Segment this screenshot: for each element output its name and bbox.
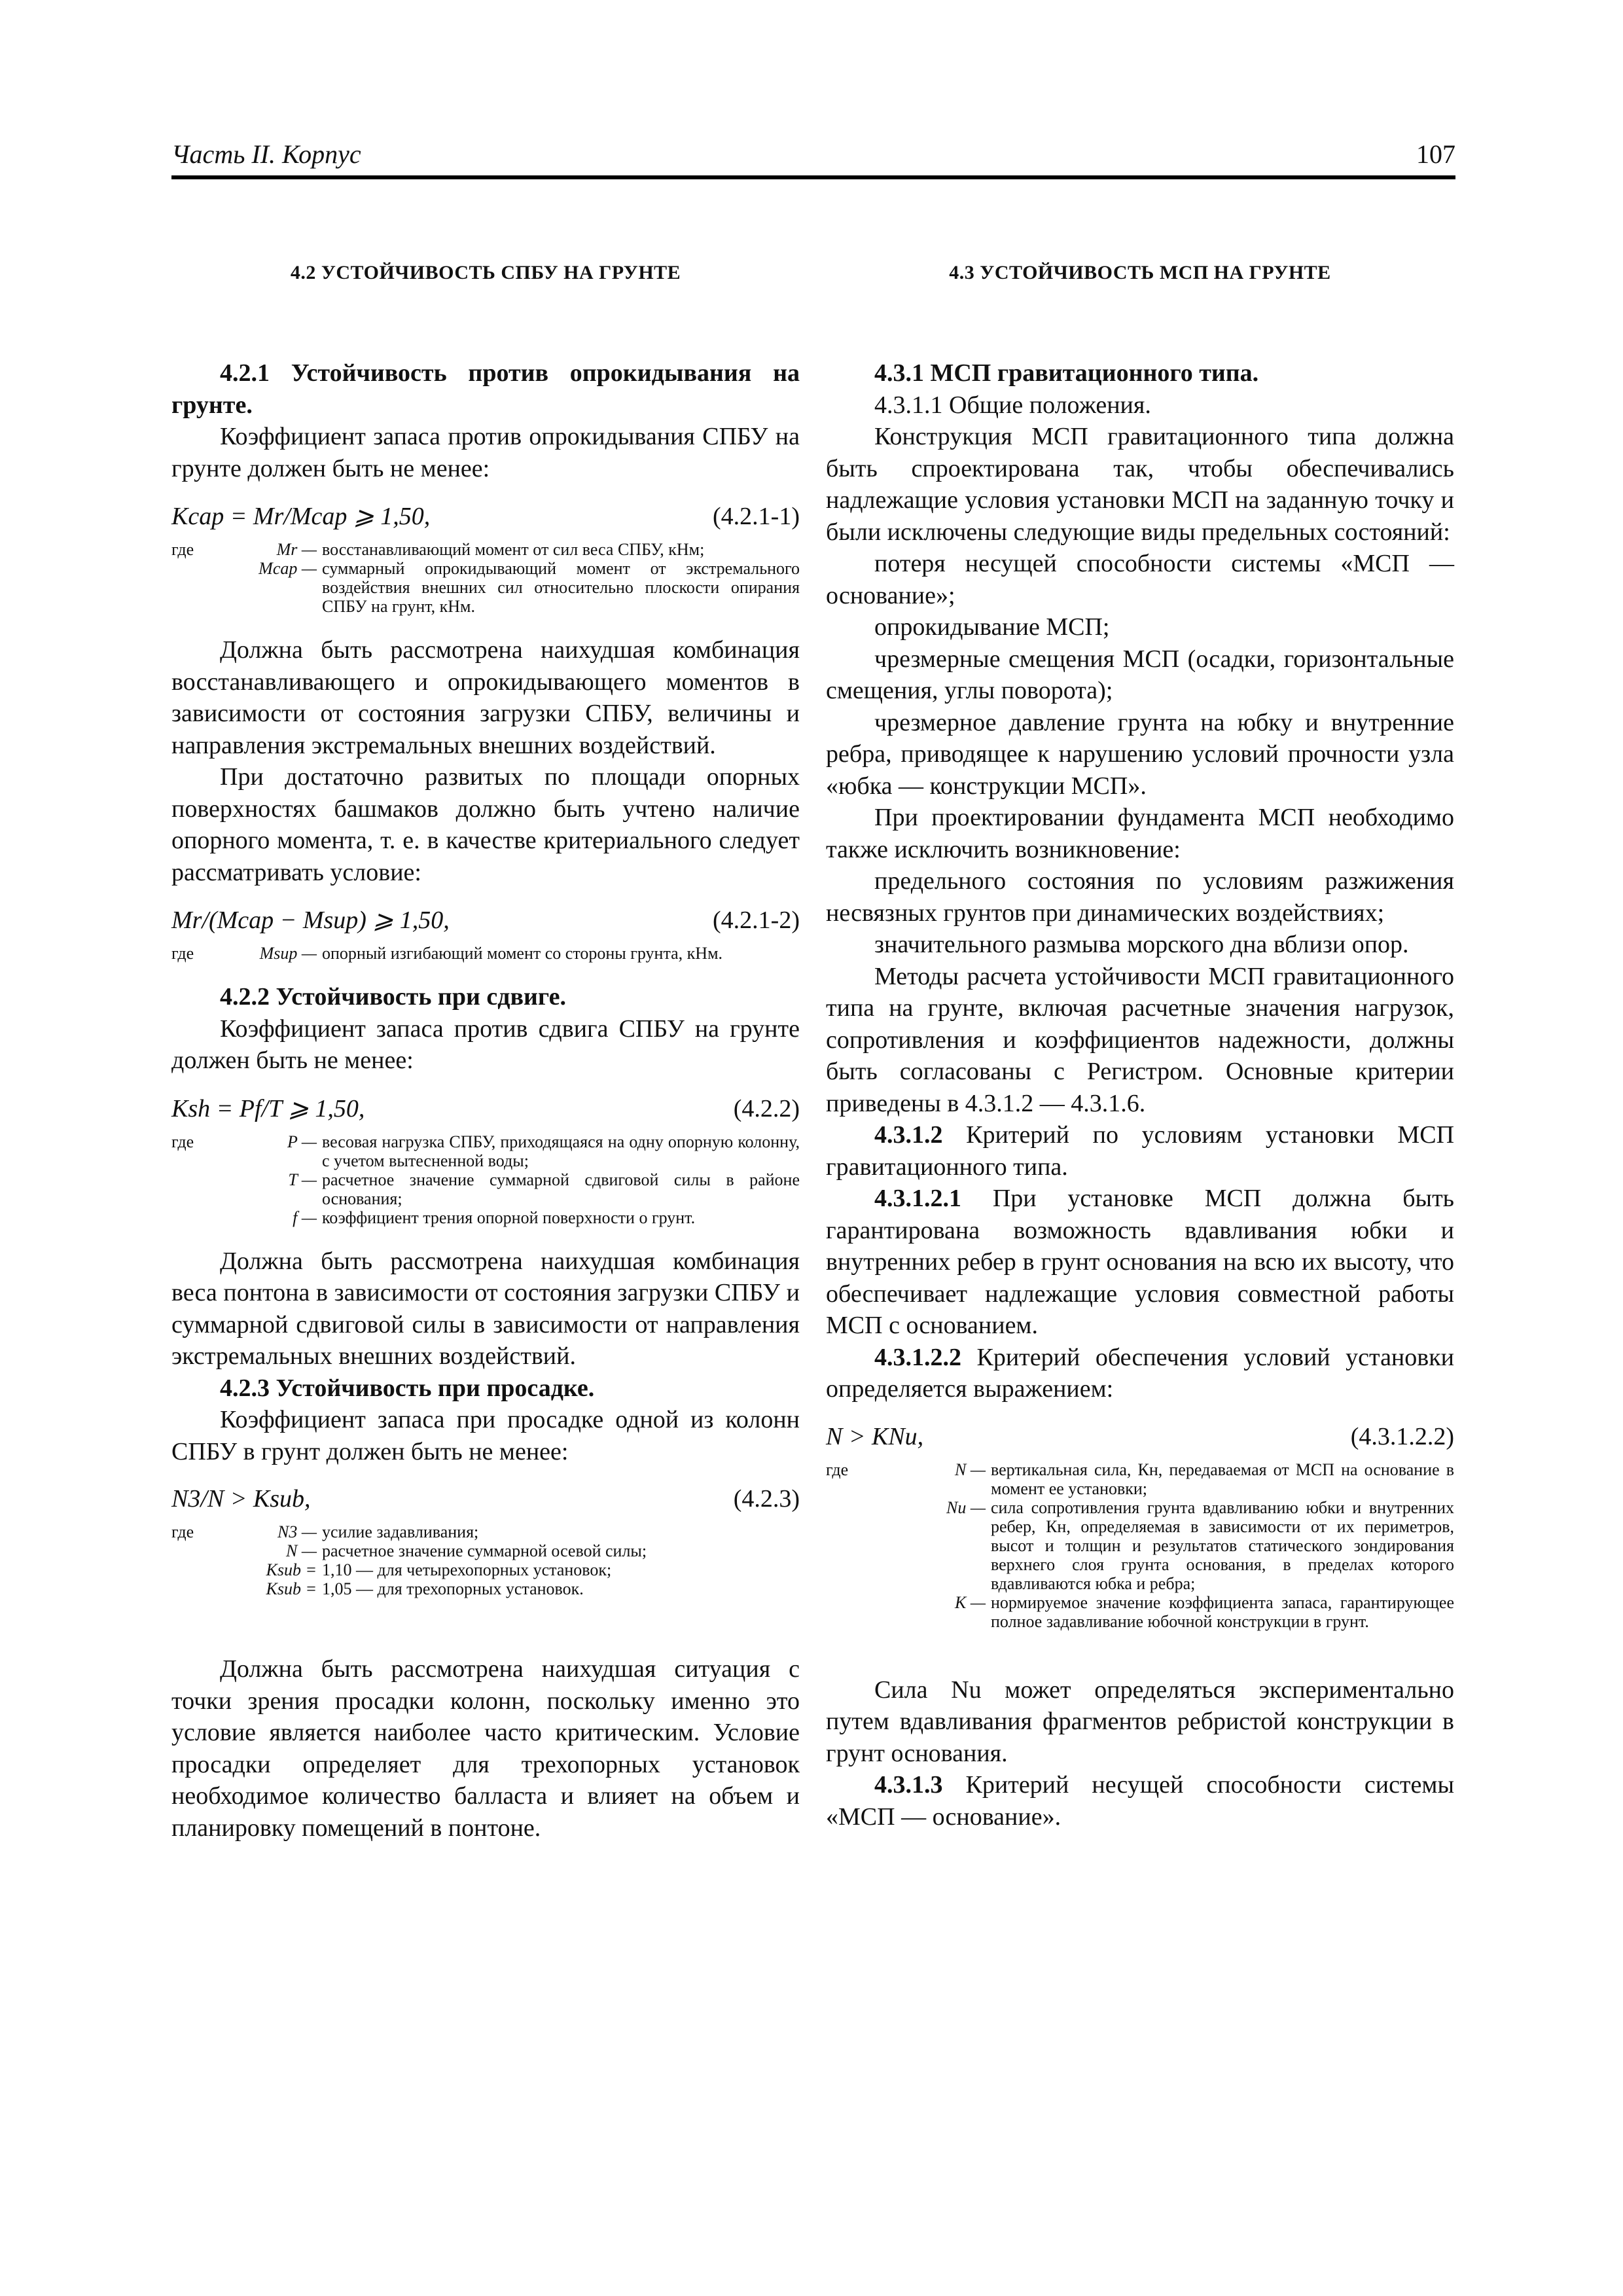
where-label — [171, 1579, 247, 1598]
variable-definitions — [171, 540, 800, 616]
paragraph-4-3-1-3 — [826, 1769, 1454, 1833]
variable-symbol: T — — [288, 1170, 317, 1189]
paragraph: Конструкция МСП гравитационного типа должна быть спроектирована так, чтобы обеспечивались надлежащие условия установки МСП на заданную точку и были исключены следующие виды предельных состояний: — [826, 423, 1454, 546]
formula-number: (4.3.1.2.2) — [1350, 1422, 1454, 1450]
variable-definitions — [171, 1132, 800, 1227]
where-label — [826, 1593, 902, 1631]
variable-symbol: K — — [955, 1592, 986, 1612]
where-label: где — [171, 944, 194, 963]
variable-description: 1,10 — для четырехопорных установок; — [322, 1560, 612, 1579]
variable-description: расчетное значение суммарной осевой силы; — [322, 1541, 647, 1560]
running-header-title: Часть II. Корпус — [171, 139, 361, 169]
variable-definitions — [171, 1522, 800, 1598]
heading-4-2-2: 4.2.2 Устойчивость при сдвиге. — [220, 983, 566, 1011]
paragraph-4-3-1-2 — [826, 1119, 1454, 1183]
paragraph: Должна быть рассмотрена наихудшая ситуация с точки зрения просадки колонн, поскольку именно это условие является наиболее часто критическим. Условие просадки определяет для трехопорных установок необходимое количество балласта и влияет на объем и планировку помещений в понтоне. — [171, 1655, 800, 1842]
variable-symbol: f — — [293, 1208, 317, 1227]
heading-4-2-3: 4.2.3 Устойчивость при просадке. — [220, 1374, 595, 1402]
variable-description: вертикальная сила, Кн, передаваемая от МСП на основание в момент ее установки; — [991, 1460, 1454, 1498]
paragraph: При достаточно развитых по площади опорных поверхностях башмаков должно быть учтено наличие опорного момента, т. е. в качестве критериального следует рассматривать условие: — [171, 763, 800, 886]
where-label — [826, 1498, 902, 1593]
variable-symbol: Ksub = — [266, 1560, 317, 1579]
list-item: предельного состояния по условиям разжижения несвязных грунтов при динамических воздействиях; — [826, 867, 1454, 927]
clause-text: Критерий по условиям установки МСП гравитационного типа. — [826, 1121, 1455, 1181]
variable-symbol: P — — [287, 1132, 317, 1151]
variable-symbol: Msup — — [259, 944, 317, 963]
list-item: потеря несущей способности системы «МСП — основание»; — [826, 550, 1454, 609]
formula-4-2-1-2 — [171, 905, 800, 935]
variable-description: нормируемое значение коэффициента запаса, гарантирующее полное задавливание юбочной конструкции в грунт. — [991, 1592, 1454, 1631]
list-item: опрокидывание МСП; — [874, 613, 1110, 641]
clause-number: 4.3.1.2 — [874, 1121, 943, 1149]
variable-definitions — [171, 944, 800, 963]
variable-description: расчетное значение суммарной сдвиговой силы в районе основания; — [322, 1170, 800, 1208]
formula-expression: Ksh = Pf/T ⩾ 1,50, — [171, 1094, 365, 1122]
variable-symbol: Nu — — [946, 1498, 986, 1517]
formula-expression: N > KNu, — [826, 1422, 924, 1450]
section-title-4-3: 4.3 УСТОЙЧИВОСТЬ МСП НА ГРУНТЕ — [949, 262, 1331, 283]
paragraph: Коэффициент запаса при просадке одной из колонн СПБУ в грунт должен быть не менее: — [171, 1406, 800, 1465]
heading-4-2-1: 4.2.1 Устойчивость против опрокидывания на грунте. — [171, 359, 800, 419]
list-item: чрезмерные смещения МСП (осадки, горизонтальные смещения, углы поворота); — [826, 645, 1454, 704]
formula-4-3-1-2-2 — [826, 1422, 1454, 1451]
clause-number: 4.3.1.2.2 — [874, 1343, 961, 1371]
where-label — [171, 1560, 247, 1579]
where-label: где — [171, 1522, 194, 1541]
variable-symbol: N — — [955, 1460, 986, 1479]
paragraph: Коэффициент запаса против сдвига СПБУ на грунте должен быть не менее: — [171, 1014, 800, 1074]
formula-number: (4.2.1-2) — [713, 906, 800, 934]
where-label — [171, 1208, 247, 1227]
page-number: 107 — [1416, 139, 1455, 169]
left-column — [171, 262, 800, 1844]
formula-expression: N3/N > Ksub, — [171, 1485, 311, 1513]
paragraph: Должна быть рассмотрена наихудшая комбинация восстанавливающего и опрокидывающего моментов в зависимости от состояния загрузки СПБУ, величины и направления экстремальных внешних воздействий. — [171, 636, 800, 759]
paragraph: Должна быть рассмотрена наихудшая комбинация веса понтона в зависимости от состояния загрузки СПБУ и суммарной сдвиговой силы в зависимости от направления экстремальных внешних воздействий. — [171, 1247, 800, 1370]
variable-symbol: N3 — — [277, 1522, 317, 1541]
paragraph-4-3-1-2-1 — [826, 1183, 1454, 1342]
variable-symbol: Ksub = — [266, 1579, 317, 1598]
variable-symbol: Mcap — — [259, 559, 317, 578]
clause-number: 4.3.1.3 — [874, 1771, 943, 1799]
paragraph: При проектировании фундамента МСП необходимо также исключить возникновение: — [826, 804, 1454, 863]
formula-expression: Mr/(Mcap − Msup) ⩾ 1,50, — [171, 906, 450, 934]
variable-symbol: Mr — — [276, 540, 317, 559]
heading-4-3-1: 4.3.1 МСП гравитационного типа. — [874, 359, 1259, 387]
variable-description: опорный изгибающий момент со стороны грунта, кНм. — [322, 944, 723, 963]
where-label — [171, 559, 247, 616]
where-label: где — [171, 1132, 194, 1151]
list-item: чрезмерное давление грунта на юбку и внутренние ребра, приводящее к нарушению условий прочности узла «юбка — конструкции МСП». — [826, 708, 1454, 800]
formula-number: (4.2.3) — [733, 1485, 800, 1513]
paragraph: Методы расчета устойчивости МСП гравитационного типа на грунте, включая расчетные значения нагрузок, сопротивления и коэффициентов надежности, должны быть согласованы с Регистром. Основные критерии приведены в 4.3.1.2 — 4.3.1.6. — [826, 962, 1454, 1117]
variable-description: 1,05 — для трехопорных установок. — [322, 1579, 584, 1598]
clause-text: Критерий несущей способности системы «МСП — основание». — [826, 1771, 1454, 1831]
variable-description: коэффициент трения опорной поверхности о грунт. — [322, 1208, 696, 1227]
paragraph: Сила Nu может определяться экспериментально путем вдавливания фрагментов ребристой конструкции в грунт основания. — [826, 1676, 1454, 1767]
formula-4-2-1-1 — [171, 501, 800, 531]
formula-expression: Kcap = Mr/Mcap ⩾ 1,50, — [171, 503, 431, 530]
variable-description: усилие задавливания; — [322, 1522, 479, 1541]
formula-4-2-2 — [171, 1094, 800, 1123]
header-rule — [171, 175, 1455, 179]
formula-number: (4.2.2) — [733, 1094, 800, 1122]
where-label: где — [826, 1460, 849, 1479]
variable-description: сила сопротивления грунта вдавливанию юбки и внутренних ребер, Кн, определяемая в зависимости от их периметров, высот и толщин и результатов статического зондирования верхнего слоя грунта основания, в пределах которого вдавливаются юбка и ребра; — [991, 1498, 1454, 1593]
formula-number: (4.2.1-1) — [713, 503, 800, 530]
clause-number: 4.3.1.2.1 — [874, 1185, 961, 1212]
variable-symbol: N — — [286, 1541, 317, 1560]
right-column — [826, 262, 1454, 1833]
subheading-4-3-1-1: 4.3.1.1 Общие положения. — [874, 391, 1151, 419]
variable-definitions — [826, 1460, 1454, 1631]
variable-description: суммарный опрокидывающий момент от экстремального воздействия внешних сил относительно плоскости опирания СПБУ на грунт, кНм. — [322, 559, 800, 616]
list-item: значительного размыва морского дна вблизи опор. — [874, 931, 1409, 958]
section-title-4-2: 4.2 УСТОЙЧИВОСТЬ СПБУ НА ГРУНТЕ — [290, 262, 681, 283]
where-label — [171, 1170, 247, 1208]
where-label: где — [171, 540, 194, 559]
clause-text: Критерий обеспечения условий установки определяется выражением: — [826, 1343, 1455, 1403]
variable-description: весовая нагрузка СПБУ, приходящаяся на одну опорную колонну, с учетом вытесненной воды; — [322, 1132, 800, 1170]
clause-text: При установке МСП должна быть гарантирована возможность вдавливания юбки и внутренних ребер в грунт основания на всю их высоту, что обеспечивает надлежащие условия совместной работы МСП с основанием. — [826, 1185, 1455, 1339]
formula-4-2-3 — [171, 1484, 800, 1513]
paragraph: Коэффициент запаса против опрокидывания СПБУ на грунте должен быть не менее: — [171, 423, 800, 482]
variable-description: восстанавливающий момент от сил веса СПБУ, кНм; — [322, 540, 705, 559]
where-label — [171, 1541, 247, 1560]
paragraph-4-3-1-2-2 — [826, 1342, 1454, 1405]
